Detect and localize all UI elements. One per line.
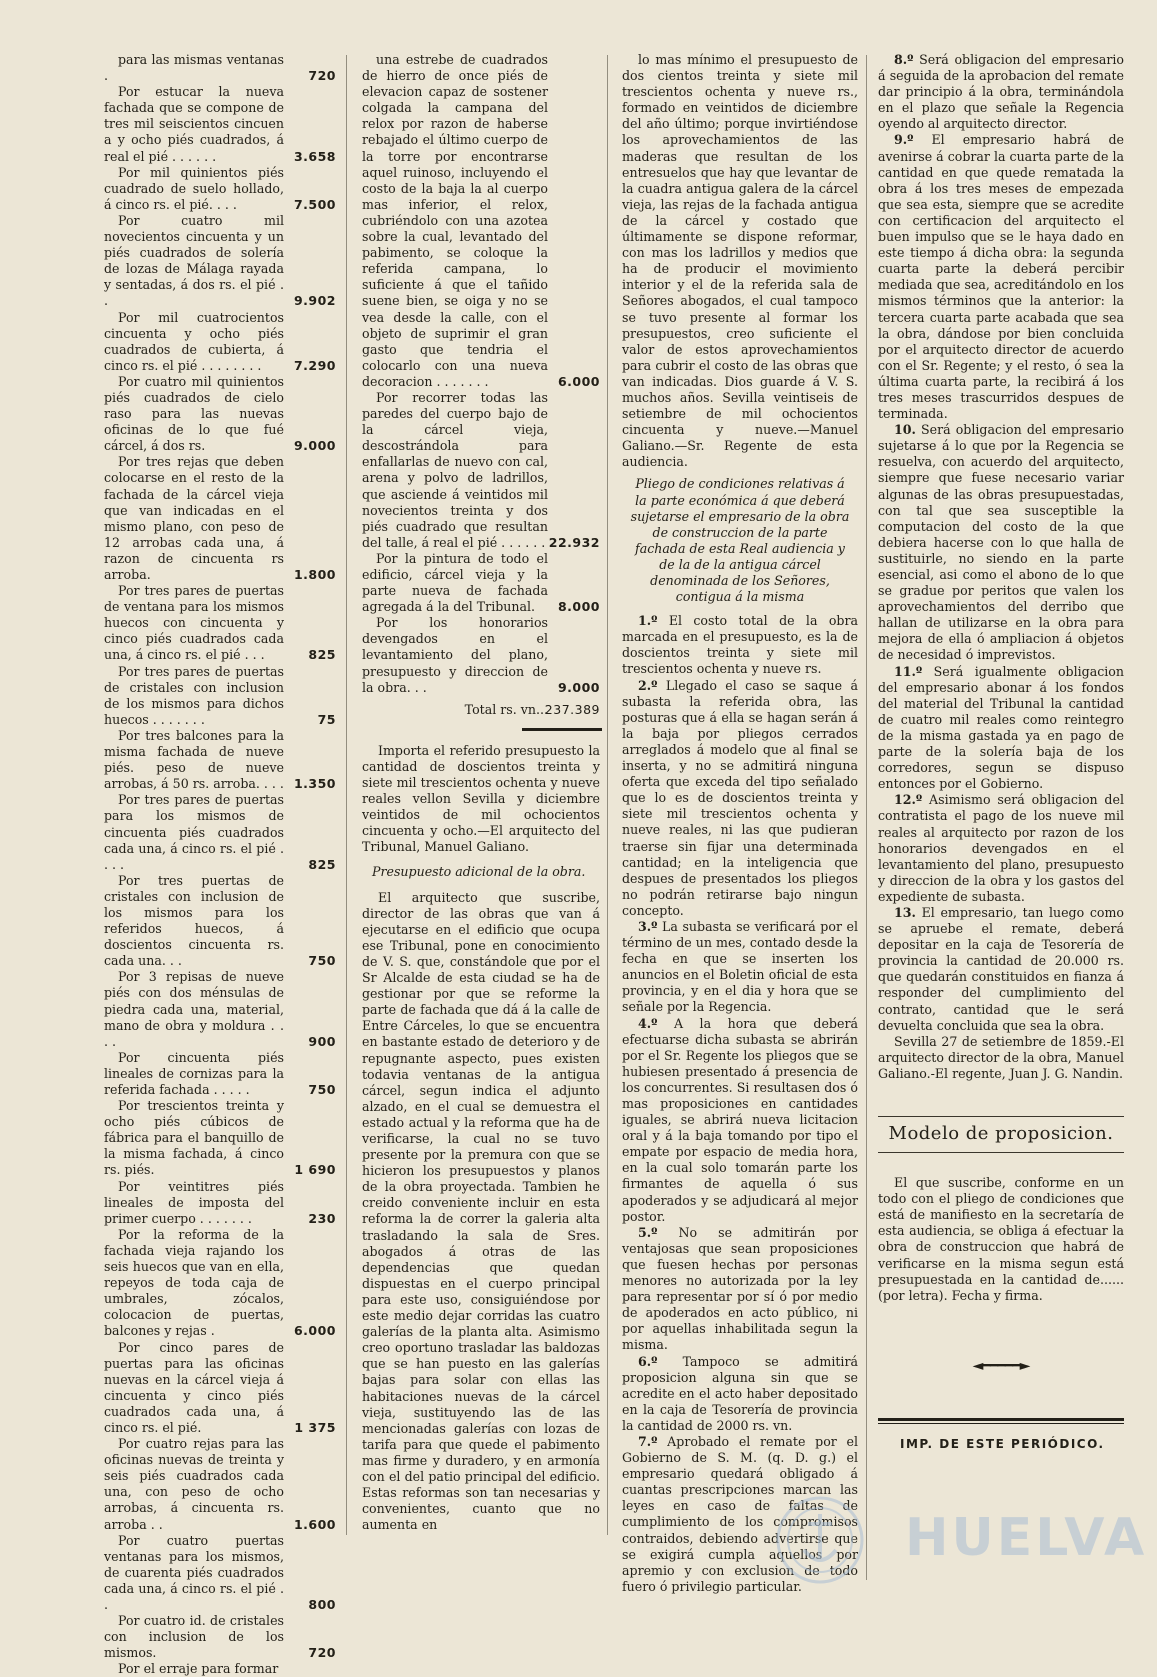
item-amount: 3.658 <box>293 148 336 164</box>
condition-text: Llegado el caso se saque á subasta la referida obra, las posturas que á ella se hagan serán á la baja por pliegos cerrados arreglados á modelo que al final se inserta, y no se admitirá ninguna oferta que exceda del tipo señalado que lo es de doscientos treinta y siete mil trescientos ochenta y nueve reales, ni las que pudieran traerse sin fijar una determinada cantidad; en la inteligencia que despues de presentados los pliegos no podrán retirarse bajo ningun concepto. <box>622 677 858 918</box>
budget-item <box>104 454 336 583</box>
condition-item <box>622 1354 858 1434</box>
column-rule <box>346 55 347 1535</box>
condition-number: 5.º <box>638 1224 658 1240</box>
item-amount: 1 375 <box>294 1419 336 1435</box>
budget-item <box>104 310 336 374</box>
budget-item <box>104 1050 336 1098</box>
condition-number: 2.º <box>638 677 658 693</box>
item-amount: 9.000 <box>557 679 600 695</box>
signature-paragraph: Sevilla 27 de setiembre de 1859.-El arquitecto director de la obra, Manuel Galiano.-El regente, Juan J. G. Nandin. <box>878 1033 1124 1081</box>
condition-text: El empresario habrá de avenirse á cobrar la cuarta parte de la cantidad en que quede rematada la obra á los tres meses de empezada que sea esta, siempre que se acredite con certificacion del arquitecto el buen impulso que se le haya dado en este tiempo á dicha obra: la segunda cuarta parte la deberá percibir mediada que sea, acreditándolo en los mismos términos que la anterior: la tercera cuarta parte acabada que sea la obra, dándose por bien concluida por el arquitecto director de acuerdo con el Sr. Regente; y el resto, ó sea la última cuarta parte, la recibirá á los tres meses trascurridos despues de terminada. <box>878 132 1124 422</box>
budget-item <box>104 728 336 792</box>
item-text: Por la reforma de la fachada vieja rajando los seis huecos que van en ella, repeyos de toda caja de umbrales, zócalos, colocacion de puertas, balcones y rejas . <box>104 1226 284 1339</box>
condition-item <box>878 132 1124 422</box>
item-amount: 1 690 <box>294 1162 336 1178</box>
archive-watermark <box>760 1490 1157 1590</box>
item-amount: 22.932 <box>548 534 600 550</box>
budget-item <box>104 374 336 454</box>
item-text: Por veintitres piés lineales de imposta del primer cuerpo . . . . . . . <box>104 1178 284 1226</box>
item-text: Por cuatro mil quinientos piés cuadrados de cielo raso para las nuevas oficinas de lo que fué cárcel, á dos rs. <box>104 373 284 454</box>
condition-text: Será obligacion del empresario sujetarse á lo que por la Regencia se resuelva, con acuerdo del arquitecto, siempre que fuese necesario variar algunas de las obras presupuestadas, con tal que sea susceptible la computacion del costo de la que debiera hacerse con lo que halla de sustituirle, no siendo en la parte esencial, asi como el abono de lo que se gradue por peritos que valen los aprovechamientos del derribo que hallan de utilizarse en la obra para mejora de ella ó ampliacion á objetos de necesidad ó imprevistos. <box>878 422 1124 663</box>
condition-item <box>878 792 1124 905</box>
budget-item <box>362 390 600 551</box>
item-amount: 7.500 <box>293 196 336 212</box>
total-amount: 237.389 <box>544 701 600 717</box>
budget-column-2 <box>362 52 600 1533</box>
item-amount: 825 <box>308 856 336 872</box>
item-amount: 720 <box>308 68 336 84</box>
condition-text: Aprobado el remate por el Gobierno de S. M. (q. D. g.) el empresario quedará obligado á cuantas prescripciones marcan las leyes en caso de faltas de cumplimiento de los compromisos contraidos, debiendo advertirse que se exigirá cumpla aquellos por apremio y con exclusion de todo fuero ó privilegio particular. <box>622 1433 858 1594</box>
item-text: una estrebe de cuadrados de hierro de once piés de elevacion capaz de sostener colgada la campana del relox por razon de haberse rebajado el último cuerpo de la torre por encontrarse aquel ruinoso, incluyendo el costo de la baja la al cuerpo mas inferior, el relox, cubriéndolo con una azotea sobre la cual, levantado del pabimento, se coloque la referida campana, lo suficiente á que el tañido suene bien, se oiga y no se vea desde la calle, con el objeto de suprimir el gran gasto que tendria el colocarlo con una nueva decoracion . . . . . . . <box>362 52 548 389</box>
condition-item <box>878 52 1124 132</box>
imprint-text: IMP. DE ESTE PERIÓDICO. <box>900 1436 1105 1451</box>
item-text: Por el erraje para formar <box>118 1661 279 1677</box>
item-amount: 230 <box>308 1210 336 1226</box>
budget-item <box>104 664 336 728</box>
watermark-text: HUELVA <box>905 1508 1148 1568</box>
additional-budget-paragraph: El arquitecto que suscribe, director de las obras que van á ejecutarse en el edificio que ocupa ese Tribunal, pone en conocimiento de V. S. que, constándole que por el Sr Alcalde de esta ciudad se ha de gestionar por que se reforme la parte de fachada que dá á la calle de Entre Cárceles, lo que se encuentra en bastante estado de deterioro y de repugnante aspecto, pues existen todavia ventanas de la antigua cárcel, segun indica el adjunto alzado, en el cual se demuestra el estado actual y la reforma que ha de verificarse, la cual no se tuvo presente por la premura con que se hicieron los presupuestos y planos de la obra proyectada. Tambien he creido conveniente incluir en esta reforma la de correr la galeria alta trasladando la sala de Sres. abogados á otras de las dependencias que quedan dispuestas en el cuerpo principal para este uso, consiguiéndose por este medio dejar corridas las cuatro galerías de la planta alta. Asimismo creo oportuno trasladar las baldozas que se han puesto en las galerías bajas para solar con ellas las habitaciones nuevas de la cárcel vieja, sustituyendo las de las mencionadas galerías con lozas de tarifa para que quede el pabimento mas firme y duradero, y en armonía con el del patio principal del edificio. Estas reformas son tan necesarias y convenientes, cuanto que no aumenta en <box>362 889 600 1533</box>
conditions-heading: Pliego de condiciones relativas á la parte económica á que deberá sujetarse el empresario de la obra de construccion de la parte fachada de esta Real audiencia y de la de la antigua cárcel denominada de los Señores, contigua á la misma <box>630 476 850 605</box>
budget-item <box>104 213 336 310</box>
item-amount: 9.902 <box>293 293 336 309</box>
budget-item <box>362 615 600 695</box>
item-text: Por los honorarios devengados en el levantamiento del plano, presupuesto y direccion de la obra. . . <box>362 615 548 695</box>
budget-item <box>104 792 336 872</box>
conditions-column-3 <box>622 52 858 1595</box>
item-text: Por 3 repisas de nueve piés con dos ménsulas de piedra cada una, material, mano de obra y moldura . . . . <box>104 969 284 1049</box>
modelo-paragraph: El que suscribe, conforme en un todo con el pliego de condiciones que está de manifiesto en la secretaría de esta audiencia, se obliga á efectuar la obra de construccion que habrá de verificarse en la misma segun está presupuestada en la cantidad de...... (por letra). Fecha y firma. <box>878 1175 1124 1303</box>
condition-item <box>622 1016 858 1225</box>
budget-item <box>104 165 336 213</box>
condition-number: 11.º <box>894 663 923 679</box>
budget-item <box>104 1661 336 1677</box>
item-text: Por estucar la nueva fachada que se compone de tres mil seiscientos cincuen a y ocho piés cuadrados, á real el pié . . . . . . <box>104 84 284 164</box>
condition-number: 4.º <box>638 1015 658 1031</box>
condition-text: Asimismo será obligacion del contratista el pago de los nueve mil reales al arquitecto por razon de los honorarios devengados en el levantamiento del plano, presupuesto y direccion de la obra y los gastos del expediente de subasta. <box>878 792 1124 904</box>
condition-item <box>622 1225 858 1354</box>
item-text: Por cuatro rejas para las oficinas nuevas de treinta y seis piés cuadrados cada una, con peso de ocho arrobas, á cincuenta rs. arroba . . <box>104 1436 284 1532</box>
item-amount: 6.000 <box>557 373 600 389</box>
item-text: Por cinco pares de puertas para las oficinas nuevas en la cárcel vieja á cincuenta y cinco piés cuadrados cada una, á cinco rs. el pié. <box>104 1339 284 1435</box>
budget-item <box>104 52 336 84</box>
condition-number: 13. <box>894 904 916 920</box>
condition-number: 3.º <box>638 918 658 934</box>
item-text: Por cincuenta piés lineales de cornizas para la referida fachada . . . . . <box>104 1049 284 1097</box>
condition-item <box>622 919 858 1016</box>
conditions-list-1 <box>622 613 858 1595</box>
item-amount: 1.350 <box>293 776 336 792</box>
column-rule <box>607 55 608 1535</box>
condition-item <box>622 678 858 919</box>
budget-item <box>104 969 336 1049</box>
item-amount: 8.000 <box>557 599 600 615</box>
item-amount: 900 <box>308 1033 336 1049</box>
budget-item <box>104 1179 336 1227</box>
imprint-rule-thin <box>878 1423 1124 1424</box>
condition-text: La subasta se verificará por el término de un mes, contado desde la fecha en que se inserten los anuncios en el Boletin oficial de esta provincia, y en el dia y hora que se señale por la Regencia. <box>622 918 858 1015</box>
item-text: Por cuatro mil novecientos cincuenta y un piés cuadrados de solería de lozas de Málaga rayada y sentadas, á dos rs. el pié . . <box>104 212 284 309</box>
budget-item <box>104 873 336 970</box>
condition-text: Será obligacion del empresario á seguida de la aprobacion del remate dar principio á la obra, terminándola en el plazo que señale la Regencia oyendo al arquitecto director. <box>878 52 1124 132</box>
budget-item <box>104 84 336 164</box>
budget-item <box>104 1340 336 1437</box>
additional-budget-continued: lo mas mínimo el presupuesto de dos cientos treinta y siete mil trescientos ochenta y nueve rs., formado en veintidos de diciembre del año último; porque invirtiéndose los aprovechamientos de las maderas que resultan de los entresuelos que hay que levantar de la cuadra antigua galera de la cárcel vieja, las rejas de la fachada antigua de la cárcel y costado que últimamente se dispone reformar, con mas los ladrillos y medios que ha de producir el movimiento interior y el de la referida sala de Señores abogados, el cual tampoco se tuvo presente al formar los presupuestos, creo suficiente el valor de estos aprovechamientos para cubrir el costo de las obras que van indicadas. Dios guarde á V. S. muchos años. Sevilla veintiseis de setiembre de mil ochocientos cincuenta y nueve.—Manuel Galiano.—Sr. Regente de esta audiencia. <box>622 52 858 470</box>
condition-number: 9.º <box>894 132 914 148</box>
section-rule <box>522 728 602 731</box>
budget-item <box>104 1613 336 1661</box>
total-label: Total rs. vn... <box>464 701 548 717</box>
item-amount: 9.000 <box>293 438 336 454</box>
item-text: para las mismas ventanas . <box>104 52 284 84</box>
item-text: Por mil cuatrocientos cincuenta y ocho piés cuadrados de cubierta, á cinco rs. el pié . . . . . . . . <box>104 309 284 373</box>
item-amount: 750 <box>308 1082 336 1097</box>
item-text: Por tres pares de puertas para los mismos de cincuenta piés cuadrados cada una, á cinco rs. el pié . . . . <box>104 792 284 872</box>
condition-number: 10. <box>894 422 916 438</box>
item-amount: 7.290 <box>293 357 336 373</box>
conditions-list-2 <box>878 52 1124 1034</box>
column-rule <box>866 55 867 1580</box>
modelo-title: Modelo de proposicion. <box>878 1116 1124 1153</box>
condition-number: 6.º <box>638 1353 658 1369</box>
condition-text: A la hora que deberá efectuarse dicha subasta se abrirán por el Sr. Regente los pliegos que se hubiesen presentado á presencia de los concurrentes. Si resultasen dos ó mas proposiciones en cantidades iguales, se abrirá nueva licitacion oral y á la baja tomando por tipo el empate por espacio de media hora, en la cual solo tomarán parte los firmantes de aquella ó sus apoderados y se adjudicará al mejor postor. <box>622 1015 858 1224</box>
condition-item <box>622 613 858 677</box>
condition-item <box>878 664 1124 793</box>
total-line <box>362 702 600 718</box>
condition-number: 8.º <box>894 52 914 67</box>
budget-item <box>104 1098 336 1178</box>
condition-number: 7.º <box>638 1433 658 1449</box>
item-text: Por cuatro puertas ventanas para los mismos, de cuarenta piés cuadrados cada una, á cinco rs. el pié . . <box>104 1532 284 1612</box>
imprint-rule <box>878 1418 1124 1421</box>
condition-number: 12.º <box>894 792 923 808</box>
budget-item <box>104 1227 336 1340</box>
item-amount: 800 <box>308 1597 336 1612</box>
item-text: Por tres rejas que deben colocarse en el resto de la fachada de la cárcel vieja que van indicadas en el mismo plano, con peso de 12 arrobas cada una, á razon de cincuenta rs arroba. <box>104 454 284 582</box>
additional-budget-heading: Presupuesto adicional de la obra. <box>372 863 586 879</box>
budget-items-column-2 <box>362 52 600 696</box>
item-text: Por tres puertas de cristales con inclusion de los mismos para los referidos huecos, á doscientos cincuenta rs. cada una. . . <box>104 872 284 969</box>
item-amount: 750 <box>308 953 336 969</box>
condition-text: El costo total de la obra marcada en el presupuesto, es la de doscientos treinta y siete mil trescientos ochenta y nueve rs. <box>622 613 858 677</box>
conditions-column-4 <box>878 52 1124 1452</box>
budget-items-column-1 <box>104 52 336 1677</box>
item-amount: 1.600 <box>293 1516 336 1532</box>
condition-text: No se admitirán por ventajosas que sean proposiciones que fuesen hechas por personas menores no autorizada por la ley para representar por sí ó por medio de apoderados en acto público, ni por aquellas inhabilitada segun la misma. <box>622 1224 858 1353</box>
item-text: Por mil quinientos piés cuadrado de suelo hollado, á cinco rs. el pié. . . . <box>104 164 284 212</box>
condition-item <box>878 422 1124 663</box>
condition-text: Tampoco se admitirá proposicion alguna sin que se acredite en el acto haber depositado en la caja de Tesorería de provincia la cantidad de 2000 rs. vn. <box>622 1353 858 1433</box>
ornament-divider: ◄━━━━━► <box>972 1357 1030 1374</box>
seal-icon <box>760 1490 880 1590</box>
condition-number: 1.º <box>638 613 658 629</box>
item-text: Por trescientos treinta y ocho piés cúbicos de fábrica para el banquillo de la misma fachada, á cinco rs. piés. <box>104 1098 284 1178</box>
budget-item <box>362 52 600 390</box>
item-text: Por recorrer todas las paredes del cuerpo bajo de la cárcel vieja, descostrándola para enfallarlas de nuevo con cal, arena y polvo de ladrillos, que asciende á veintidos mil novecientos treinta y dos piés cuadrado que resultan del talle, á real el pié . . . . . . <box>362 389 548 550</box>
item-text: Por la pintura de todo el edificio, cárcel vieja y la parte nueva de fachada agregada á la del Tribunal. <box>362 550 548 615</box>
item-text: Por tres pares de puertas de ventana para los mismos huecos con cincuenta y cinco piés cuadrados cada una, á cinco rs. el pié . . . <box>104 583 284 663</box>
condition-text: Será igualmente obligacion del empresario abonar á los fondos del material del Tribunal la cantidad de cuatro mil reales como reintegro de la misma gastada ya en pago de parte de la solería baja de los corredores, segun se dispuso entonces por el Gobierno. <box>878 663 1124 792</box>
budget-item <box>104 1436 336 1533</box>
item-amount: 75 <box>317 711 336 727</box>
item-text: Por cuatro id. de cristales con inclusion de los mismos. <box>104 1613 284 1661</box>
condition-text: El empresario, tan luego como se apruebe el remate, deberá depositar en la caja de Tesorería de provincia la cantidad de 20.000 rs. que quedarán constituidos en fianza á responder del cumplimiento del contrato, cantidad que le será devuelta concluida que sea la obra. <box>878 904 1124 1033</box>
budget-item <box>362 551 600 615</box>
condition-item <box>878 905 1124 1034</box>
budget-item <box>104 1533 336 1613</box>
item-amount: 825 <box>308 647 336 663</box>
budget-item <box>104 583 336 663</box>
item-text: Por tres pares de puertas de cristales con inclusion de los mismos para dichos huecos . . . . . . . <box>104 663 284 727</box>
item-amount: 1.800 <box>293 567 336 582</box>
budget-summary-paragraph: Importa el referido presupuesto la cantidad de doscientos treinta y siete mil trescientos ochenta y nueve reales vellon Sevilla y diciembre veintidos de mil ochocientos cincuenta y ocho.—El arquitecto del Tribunal, Manuel Galiano. <box>362 742 600 855</box>
item-amount: 6.000 <box>293 1323 336 1339</box>
item-text: Por tres balcones para la misma fachada de nueve piés. peso de nueve arrobas, á 50 rs. arroba. . . . <box>104 727 284 792</box>
item-amount: 720 <box>308 1645 336 1661</box>
